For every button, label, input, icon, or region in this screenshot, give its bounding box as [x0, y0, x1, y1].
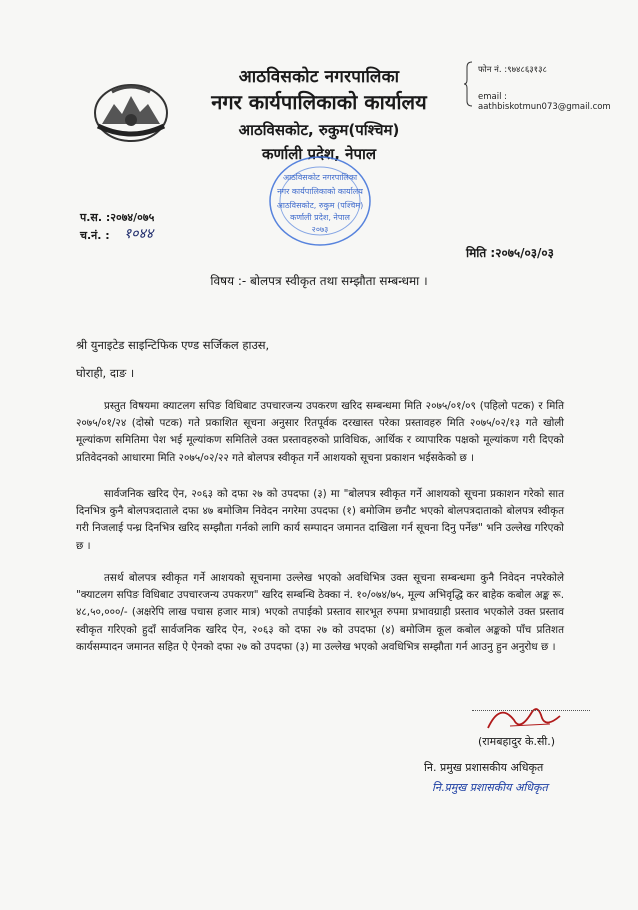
office-address: आठविसकोट, रुकुम(पश्चिम): [238, 121, 400, 139]
signatory-name: (रामबहादुर के.सी.): [478, 735, 556, 748]
signature-line: [472, 710, 590, 711]
signatory-title: नि. प्रमुख प्रशासकीय अधिकृत: [424, 761, 544, 774]
letter-subject: विषय :- बोलपत्र स्वीकृत तथा सम्झौता सम्बन्धमा ।: [210, 274, 428, 288]
signatory-stamp: नि.प्रमुख प्रशासकीय अधिकृत: [432, 781, 548, 794]
office-stamp: [265, 154, 375, 249]
recipient-name: श्री युनाइटेड साइन्टिफिक एण्ड सर्जिकल हाउस,: [76, 338, 270, 352]
body-paragraph-2: सार्वजनिक खरिद ऐन, २०६३ को दफा २७ को उपदफा (३) मा "बोलपत्र स्वीकृत गर्ने आशयको सूचना प्रकाशन गरेको सात दिनभित्र कुनै बोलपत्रदाताले दफा ४७ बमोजिम निवेदन नगरेमा उपदफा (१) बमोजिम छनौट भएको बोलपत्रदाताको बोलपत्र स्वीकृत गरी निजलाई पन्ध्र दिनभित्र खरिद सम्झौता गर्नको लागि कार्य सम्पादन जमानत दाखिला गर्न सूचना दिनु पर्नेछ" भनि उल्लेख गरिएको छ ।: [76, 488, 564, 552]
recipient-address: घोराही, दाङ ।: [76, 366, 135, 380]
patra-sankhya: प.स. :२०७४/०७५: [80, 211, 155, 224]
stamp-line: आठविसकोट नगरपालिका: [282, 173, 358, 182]
office-title: नगर कार्यपालिकाको कार्यालय: [211, 90, 427, 114]
letter-date: मिति :२०७५/०३/०३: [466, 246, 554, 260]
office-province: कर्णाली प्रदेश, नेपाल: [261, 145, 377, 163]
office-name: आठविसकोट नगरपालिका: [238, 67, 400, 87]
stamp-line: कर्णाली प्रदेश, नेपाल: [290, 213, 350, 222]
body-paragraph-1: प्रस्तुत विषयमा क्याटलग सपिङ विधिबाट उपचारजन्य उपकरण खरिद सम्बन्धमा मिति २०७५/०१/०९ (पहिलो पटक) र मिति २०७५/०१/२४ (दोस्रो पटक) गते प्रकाशित सूचना अनुसार रितपूर्वक दरखास्त परेका प्रस्तावहरु मिति २०७५/०२/१३ गते खोली मूल्यांकण समितिमा पेश भई मूल्यांकण समितिले उक्त प्रस्तावहरुको प्राविधिक, आर्थिक र व्यापारिक पक्षको मूल्यांकण गरी दिएको प्रतिवेदनको आधारमा मिति २०७५/०२/२२ गते बोलपत्र स्वीकृत गर्ने आशयको सूचना प्रकाशन भईसकेको छ ।: [76, 400, 564, 464]
email-address: email : aathbiskotmun073@gmail.com: [478, 92, 611, 112]
stamp-line: आठविसकोट, रुकुम (पश्चिम): [276, 201, 364, 210]
stamp-line: नगर कार्यपालिकाको कार्यालय: [277, 187, 363, 196]
contact-brace: [463, 61, 473, 107]
phone-number: फोन नं. :९७४८६३१३८: [478, 65, 547, 75]
body-paragraph-3: तसर्थ बोलपत्र स्वीकृत गर्ने आशयको सूचनामा उल्लेख भएको अवधिभित्र उक्त सूचना सम्बन्धमा कुनै निवेदन नपरेकोले "क्याटलग सपिङ विधिबाट उपचारजन्य उपकरण" खरिद सम्बन्धि ठेक्का नं. १०/०७४/७५, मूल्य अभिवृद्धि कर बाहेक कबोल अङ्क रू. ४८,५०,०००/- (अक्षरेपि लाख पचास हजार मात्र) भएको तपाईको प्रस्ताव सारभूत रुपमा प्रभावग्राही प्रस्ताव भएकोले उक्त प्रस्ताव स्वीकृत गरिएको हुदाँ सार्वजनिक खरिद ऐन, २०६३ को दफा २७ को उपदफा (४) बमोजिम कूल कबोल अङ्कको पाँच प्रतिशत कार्यसम्पादन जमानत सहित ऐ ऐनको दफा २७ को उपदफा (३) मा उल्लेख भएको अवधिभित्र सम्झौता गर्न आउनु हुन अनुरोध छ ।: [76, 572, 564, 653]
stamp-line: २०७३: [311, 225, 329, 234]
chalani-label: च.नं. :: [80, 229, 110, 242]
chalani-number: १०४४: [124, 226, 154, 242]
handwritten-signature: [480, 698, 590, 738]
